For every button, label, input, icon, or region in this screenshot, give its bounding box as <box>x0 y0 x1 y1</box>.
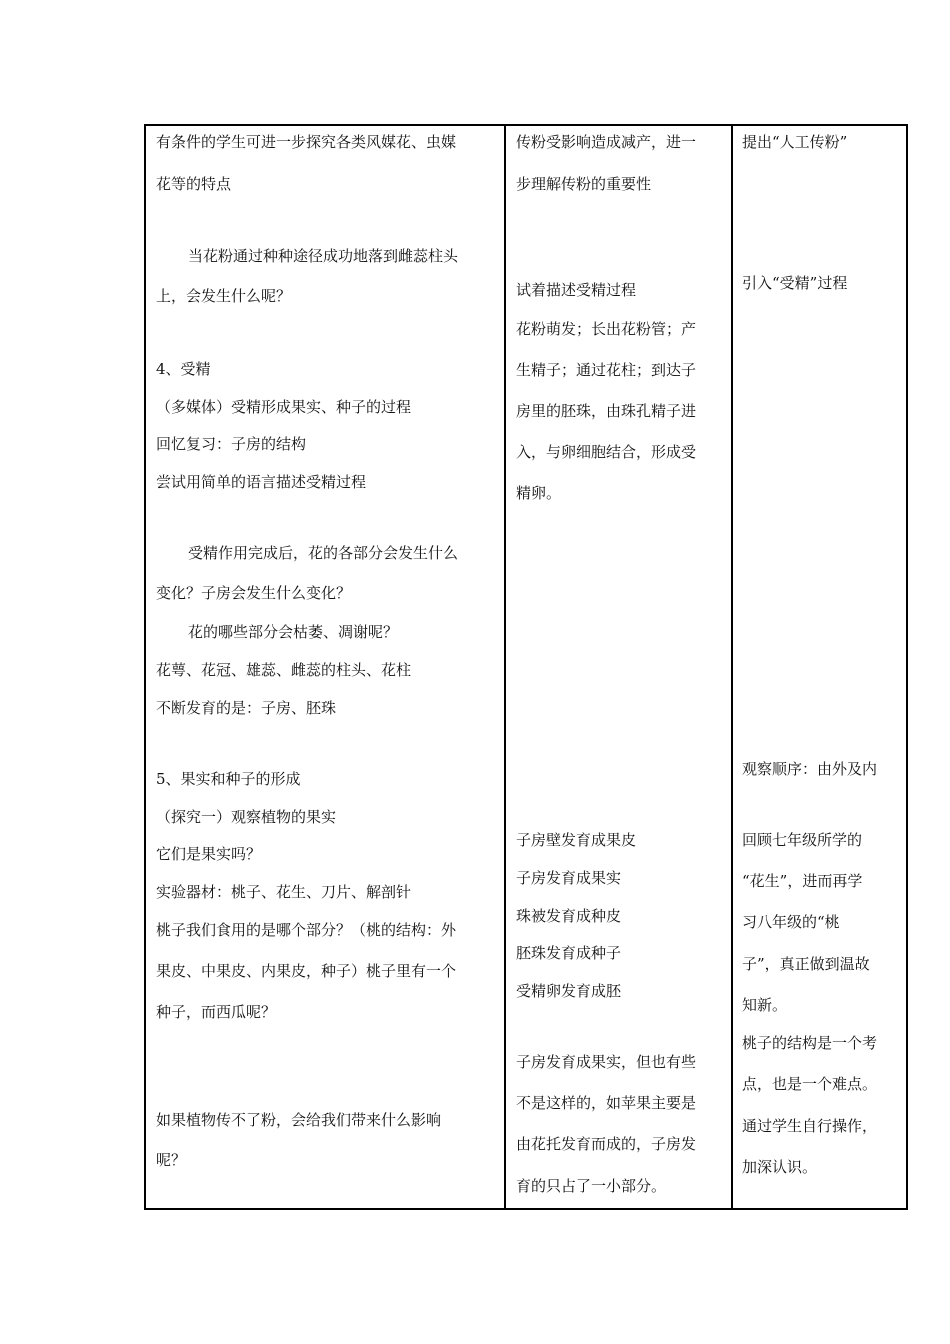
col2-line: 珠被发育成种皮 <box>516 907 622 925</box>
col1-line: 不断发育的是：子房、胚珠 <box>156 699 337 717</box>
col1-line: 变化？子房会发生什么变化？ <box>156 584 352 602</box>
col3-line: 知新。 <box>742 996 788 1014</box>
column-divider-2 <box>731 126 733 1208</box>
col2-line: 受精卵发育成胚 <box>516 982 622 1000</box>
col3-line: 桃子的结构是一个考 <box>742 1034 878 1052</box>
col1-line: 上，会发生什么呢？ <box>156 287 292 305</box>
col2-line: 子房壁发育成果皮 <box>516 831 637 849</box>
col2-line: 育的只占了一小部分。 <box>516 1177 667 1195</box>
col2-line: 精卵。 <box>516 484 562 502</box>
col2-line: 步理解传粉的重要性 <box>516 175 652 193</box>
column-divider-1 <box>504 126 506 1208</box>
col3-line: 引入“受精”过程 <box>742 274 848 292</box>
col1-line: 实验器材：桃子、花生、刀片、解剖针 <box>156 883 412 901</box>
col3-line: “花生”，进而再学 <box>742 872 863 890</box>
col1-line: 桃子我们食用的是哪个部分？（桃的结构：外 <box>156 921 457 939</box>
col1-line: 受精作用完成后，花的各部分会发生什么 <box>188 544 459 562</box>
col3-line: 加深认识。 <box>742 1158 818 1176</box>
col3-line: 子”，真正做到温故 <box>742 955 870 973</box>
col2-line: 子房发育成果实，但也有些 <box>516 1053 697 1071</box>
col1-line: 花等的特点 <box>156 175 232 193</box>
col2-line: 不是这样的，如苹果主要是 <box>516 1094 697 1112</box>
col3-line: 通过学生自行操作， <box>742 1117 878 1135</box>
col2-line: 试着描述受精过程 <box>516 281 637 299</box>
col2-line: 由花托发育而成的，子房发 <box>516 1135 697 1153</box>
col1-line: 花的哪些部分会枯萎、凋谢呢？ <box>188 623 399 641</box>
col2-line: 传粉受影响造成减产，进一 <box>516 133 697 151</box>
lesson-table <box>144 124 908 1210</box>
col2-line: 入，与卵细胞结合，形成受 <box>516 443 697 461</box>
col2-line: 花粉萌发；长出花粉管；产 <box>516 320 697 338</box>
col3-line: 点，也是一个难点。 <box>742 1075 878 1093</box>
col2-line: 子房发育成果实 <box>516 869 622 887</box>
col2-line: 胚珠发育成种子 <box>516 944 622 962</box>
section-heading-fertilization: 4、受精 <box>156 360 211 378</box>
section-heading-fruit-seed: 5、果实和种子的形成 <box>156 770 301 788</box>
col2-line: 房里的胚珠，由珠孔精子进 <box>516 402 697 420</box>
col1-line: 有条件的学生可进一步探究各类风媒花、虫媒 <box>156 133 457 151</box>
col1-line: 花萼、花冠、雄蕊、雌蕊的柱头、花柱 <box>156 661 412 679</box>
col2-line: 生精子；通过花柱；到达子 <box>516 361 697 379</box>
col1-line: 当花粉通过种种途径成功地落到雌蕊柱头 <box>188 247 459 265</box>
col1-line: 呢？ <box>156 1151 187 1169</box>
col1-line: 回忆复习：子房的结构 <box>156 435 307 453</box>
col1-line: （多媒体）受精形成果实、种子的过程 <box>156 398 412 416</box>
col3-line: 习八年级的“桃 <box>742 913 840 931</box>
col3-line: 观察顺序：由外及内 <box>742 760 878 778</box>
col1-line: 它们是果实吗？ <box>156 845 262 863</box>
col3-line: 提出“人工传粉” <box>742 133 848 151</box>
col1-line: 果皮、中果皮、内果皮，种子）桃子里有一个 <box>156 962 457 980</box>
col1-line: 种子，而西瓜呢？ <box>156 1003 277 1021</box>
col3-line: 回顾七年级所学的 <box>742 831 863 849</box>
col1-line: 尝试用简单的语言描述受精过程 <box>156 473 367 491</box>
col1-line: 如果植物传不了粉，会给我们带来什么影响 <box>156 1111 442 1129</box>
col1-line: （探究一）观察植物的果实 <box>156 808 337 826</box>
